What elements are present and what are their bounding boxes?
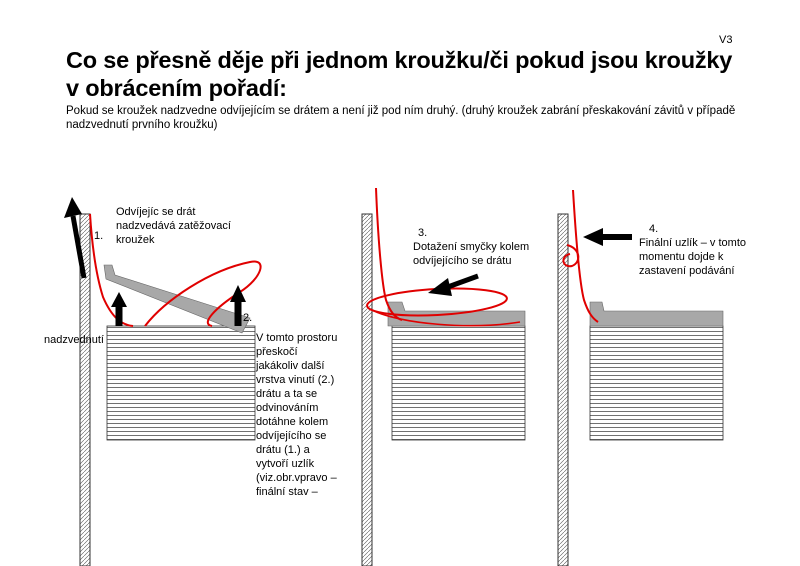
stage1-lift-label: nadzvednutí xyxy=(44,334,104,346)
stage3-label: Dotažení smyčky kolem odvíjejícího se drátu xyxy=(413,241,530,267)
stage3-spindle xyxy=(362,214,372,566)
version-label: V3 xyxy=(719,34,733,46)
page-subtitle: Pokud se kroužek nadzvedne odvíjejícím se drátem a není již pod ním druhý. (druhý kroužek zabrání přeskakování závitů v případě nadzvednutí prvního kroužku) xyxy=(66,105,736,131)
stage4-number: 4. xyxy=(649,223,659,235)
stage4-label: Finální uzlík – v tomto momentu dojde k zastavení podávání xyxy=(639,237,746,277)
stage1-coil xyxy=(107,326,255,440)
stage4-spindle xyxy=(558,214,568,566)
stage3-coil xyxy=(392,326,525,440)
stage3-wire xyxy=(376,188,402,320)
stage3-arrow-shaft xyxy=(445,276,478,288)
stage1-label: Odvíjejíc se drát nadzvedává zatěžovací kroužek xyxy=(116,206,231,246)
stage1-up-arrow-head xyxy=(64,197,82,218)
stage1-loop-arrow-head xyxy=(230,285,246,302)
stage1-explanation: V tomto prostoru přeskočí jakákoliv další vrstva vinutí (2.) drátu a ta se odvinováním dotáhne kolem odvíjejícího se drátu (1.) a vytvoří uzlík (viz.obr.vpravo – finální stav – xyxy=(256,332,338,498)
stage4-ring xyxy=(590,302,723,326)
stage1-point2: 2. xyxy=(243,312,253,324)
page-title: Co se přesně děje při jednom kroužku/či pokud jsou kroužky v obrácením pořadí: xyxy=(66,47,733,101)
stage1-group xyxy=(64,197,261,566)
stage3-arrow-head xyxy=(428,278,452,296)
stage1-lift-arrow-head xyxy=(111,292,127,307)
stage4-arrow-head xyxy=(583,228,603,246)
stage3-number: 3. xyxy=(418,227,428,239)
stage4-coil xyxy=(590,326,723,440)
stage1-number: 1. xyxy=(94,230,104,242)
